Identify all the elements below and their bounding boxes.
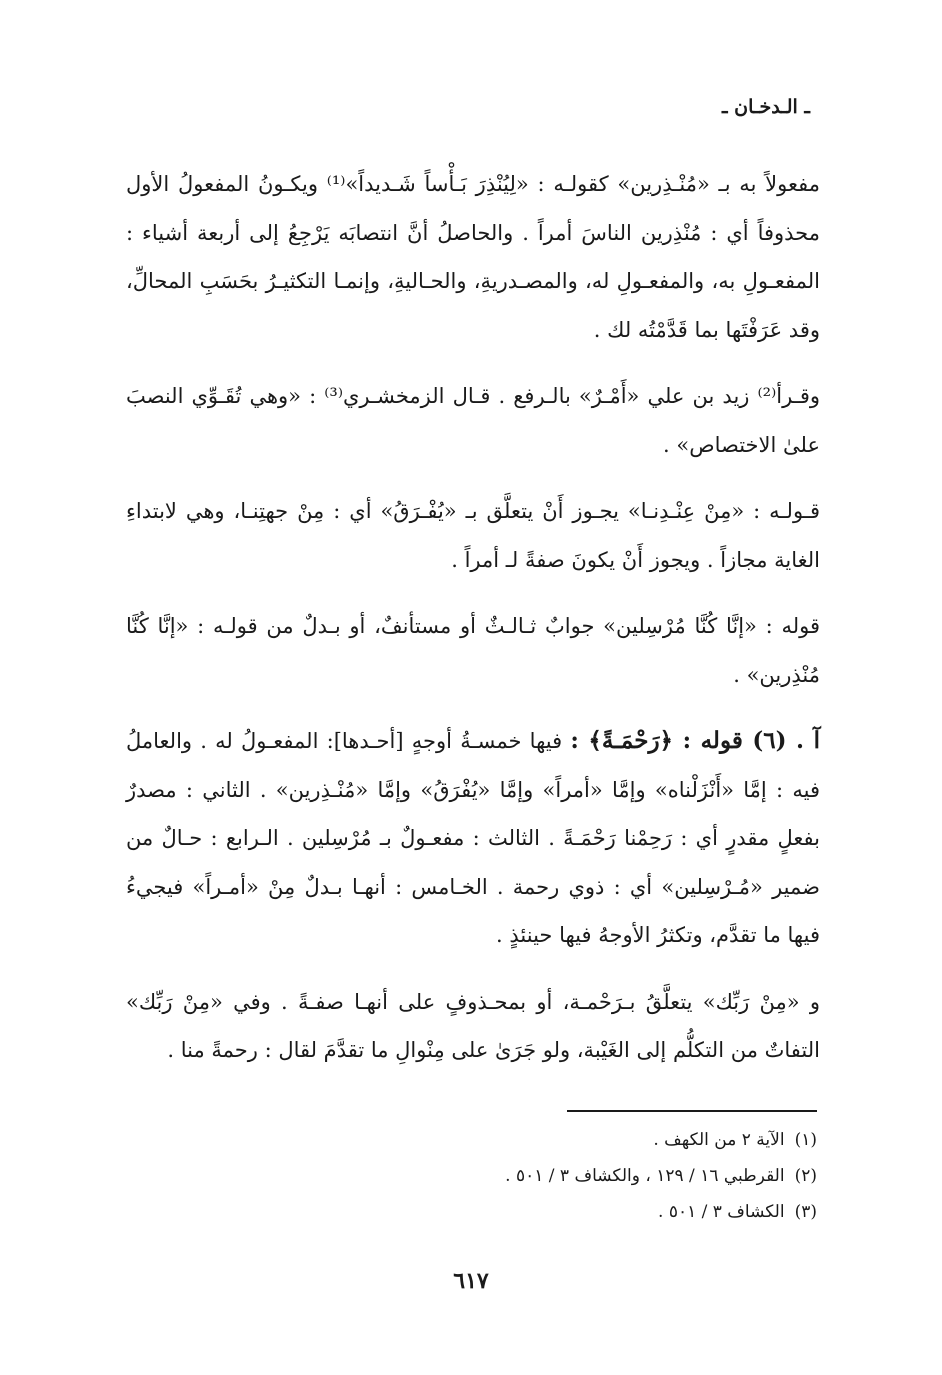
footnote-1 — [297, 1122, 817, 1158]
paragraph-6 — [126, 978, 820, 1075]
running-header: ـ الـدخـان ـ — [721, 96, 810, 118]
paragraph-5 — [126, 717, 820, 960]
footnotes — [297, 1122, 817, 1230]
footnote-3-text: الكشاف ٣ / ٥٠١ . — [658, 1202, 785, 1222]
footnote-divider — [567, 1110, 817, 1112]
main-text — [126, 160, 820, 1075]
footnote-1-text: الآية ٢ من الكهف . — [653, 1130, 785, 1150]
verse-lead: آ . (٦) قوله : ﴿رَحْمَـةً﴾ : — [570, 727, 820, 754]
paragraph-1-text: مفعولاً به بـ «مُنْـذِرين» كقولـه : «لِيُنْذِرَ بَـأْساً شَـديداً»⁽¹⁾ ويكـونُ المفعولُ الأول محذوفاً أي : مُنْذِرين الناسَ أمراً . والحاصلُ أنَّ انتصابَه يَرْجِعُ إلى أربعة أشياء : المفعـولِ به، والمفعـولِ له، والمصـدريةِ، والحـاليةِ، وإنمـا التكثيـرُ بحَسَبِ المحالِّ، وقد عَرَفْتَها بما قَدَّمْتُه لك . — [126, 172, 820, 342]
paragraph-3 — [126, 487, 820, 584]
paragraph-6-text: و «مِنْ رَبِّك» يتعلَّقُ بـرَحْمـة، أو بمحـذوفٍ على أنهـا صفـةً . وفي «مِنْ رَبِّك» التفاتٌ من التكلُّم إلى الغَيْبة، ولو جَرَىٰ على مِنْوالِ ما تقدَّمَ لقال : رحمةً منا . — [126, 989, 820, 1062]
paragraph-3-text: قـولـه : «مِنْ عِنْـدِنـا» يجـوز أَنْ يتعلَّق بـ «يُفْـرَقُ» أي : مِنْ جهتِنـا، وهي لابتداءِ الغاية مجازاً . ويجوز أَنْ يكونَ صفةً لـ أمراً . — [126, 499, 820, 572]
footnote-1-number: (١) — [794, 1130, 817, 1150]
footnote-2-text: القرطبي ١٦ / ١٢٩ ، والكشاف ٣ / ٥٠١ . — [505, 1166, 785, 1186]
page-number: ٦١٧ — [453, 1268, 489, 1294]
paragraph-4 — [126, 602, 820, 699]
paragraph-5-text: فيها خمسـةُ أوجهٍ [أحـدها]: المفعـولُ له . والعاملُ فيه : إمَّا «أَنْزَلْناه» وإمَّا «أمراً» وإمَّا «يُفْرَقُ» وإمَّا «مُنْـذِرين» . الثاني : مصدرٌ بفعلٍ مقدرٍ أي : رَحِمْنا رَحْمَـةً . الثالث : مفعـولٌ بـ مُرْسِلين . الـرابع : حـالٌ من ضمير «مُـرْسِلين» أي : ذوي رحمة . الخـامس : أنهـا بـدلٌ مِنْ «أمـراً» فيجيءُ فيها ما تقدَّم، وتكثرُ الأوجهُ فيها حينئذٍ . — [126, 729, 820, 947]
footnote-2-number: (٢) — [794, 1166, 817, 1186]
paragraph-2 — [126, 372, 820, 469]
paragraph-1 — [126, 160, 820, 354]
footnote-3 — [297, 1194, 817, 1230]
footnote-3-number: (٣) — [794, 1202, 817, 1222]
footnote-2 — [297, 1158, 817, 1194]
paragraph-4-text: قوله : «إنَّا كُنَّا مُرْسِلين» جوابٌ ثـالـثٌ أو مستأنفٌ، أو بـدلٌ من قولـه : «إنَّا كُنَّا مُنْذِرين» . — [126, 614, 820, 687]
paragraph-2-text: وقـرأ⁽²⁾ زيد بن علي «أَمْـرٌ» بالـرفع . قـال الزمخشـري⁽³⁾ : «وهي تُقَـوِّي النصبَ علىٰ الاختصاص» . — [126, 384, 821, 457]
